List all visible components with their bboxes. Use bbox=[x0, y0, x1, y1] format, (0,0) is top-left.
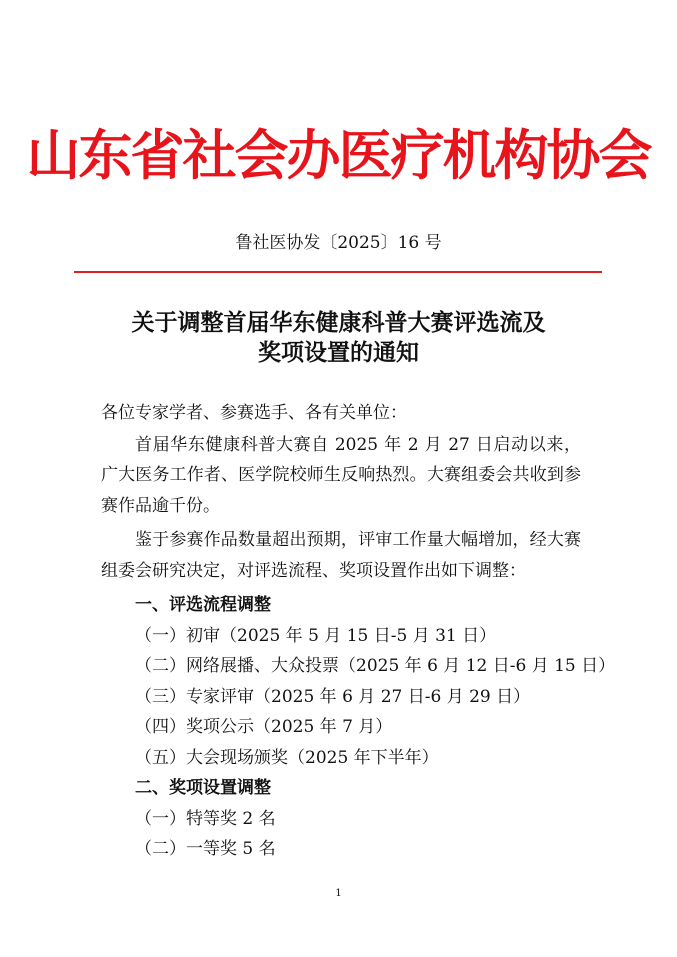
process-item-expert-review: （三）专家评审（2025 年 6 月 27 日-6 月 29 日） bbox=[135, 686, 531, 707]
decision-paragraph: 鉴于参赛作品数量超出预期，评审工作量大幅增加，经大赛组委会研究决定，对评选流程、奖项设置作出如下调整： bbox=[101, 530, 581, 581]
award-item-special-prize: （一）特等奖 2 名 bbox=[135, 808, 276, 829]
salutation: 各位专家学者、参赛选手、各有关单位： bbox=[101, 403, 407, 423]
red-divider-rule bbox=[74, 271, 602, 273]
notice-title-line-2: 奖项设置的通知 bbox=[258, 339, 419, 366]
section-heading-awards: 二、奖项设置调整 bbox=[135, 778, 271, 798]
page-number: 1 bbox=[335, 888, 342, 899]
process-item-online-voting: （二）网络展播、大众投票（2025 年 6 月 12 日-6 月 15 日） bbox=[135, 656, 616, 676]
section-heading-process: 一、评选流程调整 bbox=[135, 595, 271, 615]
issuing-organization-header: 山东省社会办医疗机构协会 bbox=[26, 124, 651, 187]
award-item-first-prize: （二）一等奖 5 名 bbox=[135, 839, 276, 859]
notice-title-line-1: 关于调整首届华东健康科普大赛评选流及 bbox=[131, 309, 546, 336]
process-item-award-ceremony: （五）大会现场颁奖（2025 年下半年） bbox=[135, 747, 439, 768]
intro-paragraph: 首届华东健康科普大赛自 2025 年 2 月 27 日启动以来，广大医务工作者、医学院校师生反响热烈。大赛组委会共收到参赛作品逾千份。 bbox=[101, 434, 581, 516]
notice-body bbox=[101, 398, 616, 865]
document-number: 鲁社医协发〔2025〕16 号 bbox=[235, 233, 442, 253]
notice-title bbox=[90, 308, 587, 368]
process-item-initial-review: （一）初审（2025 年 5 月 15 日-5 月 31 日） bbox=[135, 625, 497, 646]
process-item-publicity: （四）奖项公示（2025 年 7 月） bbox=[135, 717, 393, 737]
